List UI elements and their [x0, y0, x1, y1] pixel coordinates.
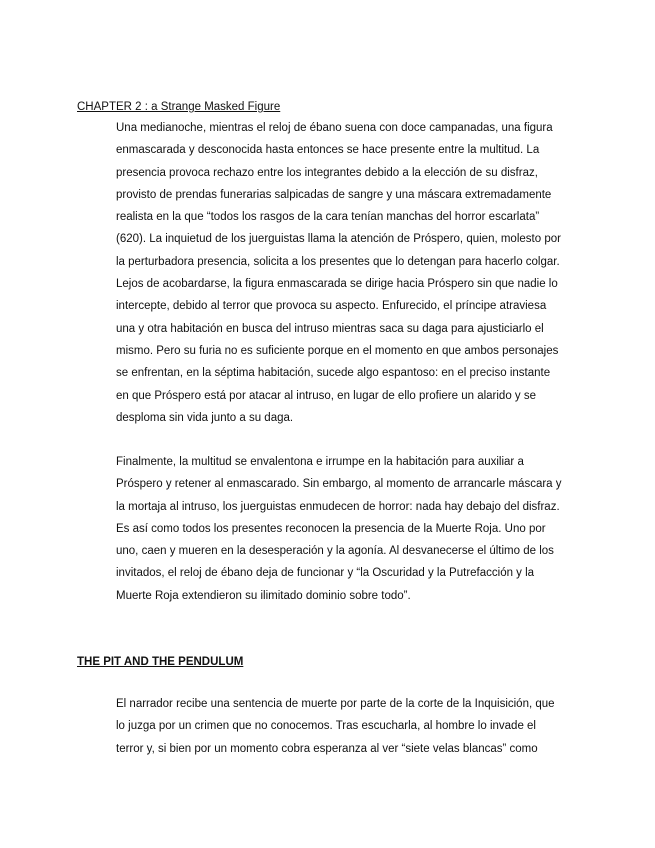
paragraph-line: enmascarada y desconocida hasta entonces se hace presente entre la multitud. La	[116, 144, 540, 157]
paragraph-line: mismo. Pero su furia no es suficiente porque en el momento en que ambos personajes	[116, 344, 559, 357]
paragraph-line: (620). La inquietud de los juerguistas llama la atención de Próspero, quien, molesto por	[116, 233, 561, 246]
paragraph-line: desploma sin vida junto a su daga.	[116, 411, 294, 424]
paragraph-line: una y otra habitación en busca del intruso mientras saca su daga para ajusticiarlo el	[116, 322, 544, 335]
paragraph-line: Muerte Roja extendieron su ilimitado dominio sobre todo”.	[116, 589, 411, 602]
paragraph-line: la perturbadora presencia, solicita a los presentes que lo detengan para hacerlo colgar.	[116, 255, 560, 268]
paragraph-line: Finalmente, la multitud se envalentona e irrumpe en la habitación para auxiliar a	[116, 456, 524, 468]
paragraph-line: terror y, si bien por un momento cobra esperanza al ver “siete velas blancas” como	[116, 742, 538, 755]
paragraph-line: Próspero y retener al enmascarado. Sin embargo, al momento de arrancarle máscara y	[116, 478, 562, 491]
paragraph-line: presencia provoca rechazo entre los integrantes debido a la elección de su disfraz,	[116, 166, 538, 179]
paragraph-line: uno, caen y mueren en la desesperación y la agonía. Al desvanecerse el último de los	[116, 545, 554, 558]
paragraph-line: en que Próspero está por atacar al intruso, en lugar de ello profiere un alarido y se	[116, 389, 537, 402]
paragraph-line: provisto de prendas funerarias salpicadas de sangre y una máscara extremadamente	[116, 188, 552, 201]
paragraph-line: realista en la que “todos los rasgos de la cara tenían manchas del horror escarlata”	[116, 211, 540, 224]
paragraph-2	[116, 451, 576, 607]
paragraph-line: intercepte, debido al terror que provoca su aspecto. Enfurecido, el príncipe atraviesa	[116, 300, 547, 313]
paragraph-3	[116, 693, 576, 760]
paragraph-line: invitados, el reloj de ébano deja de funcionar y “la Oscuridad y la Putrefacción y la	[116, 567, 535, 580]
section-heading: THE PIT AND THE PENDULUM	[77, 656, 244, 668]
paragraph-line: la mortaja al intruso, los juerguistas enmudecen de horror: nada hay debajo del disfraz.	[116, 500, 560, 513]
paragraph-line: Es así como todos los presentes reconocen la presencia de la Muerte Roja. Uno por	[116, 522, 546, 535]
paragraph-line: se enfrentan, en la séptima habitación, sucede algo espantoso: en el preciso instante	[116, 367, 551, 380]
paragraph-line: lo juzga por un crimen que no conocemos. Tras escucharla, al hombre lo invade el	[116, 720, 536, 733]
paragraph-line: El narrador recibe una sentencia de muerte por parte de la corte de la Inquisición, que	[116, 698, 555, 710]
paragraph-line: Una medianoche, mientras el reloj de ébano suena con doce campanadas, una figura	[116, 122, 553, 134]
paragraph-line: Lejos de acobardarse, la figura enmascarada se dirige hacia Próspero sin que nadie lo	[116, 278, 558, 291]
paragraph-1	[116, 117, 576, 429]
chapter-heading: CHAPTER 2 : a Strange Masked Figure	[77, 101, 281, 113]
